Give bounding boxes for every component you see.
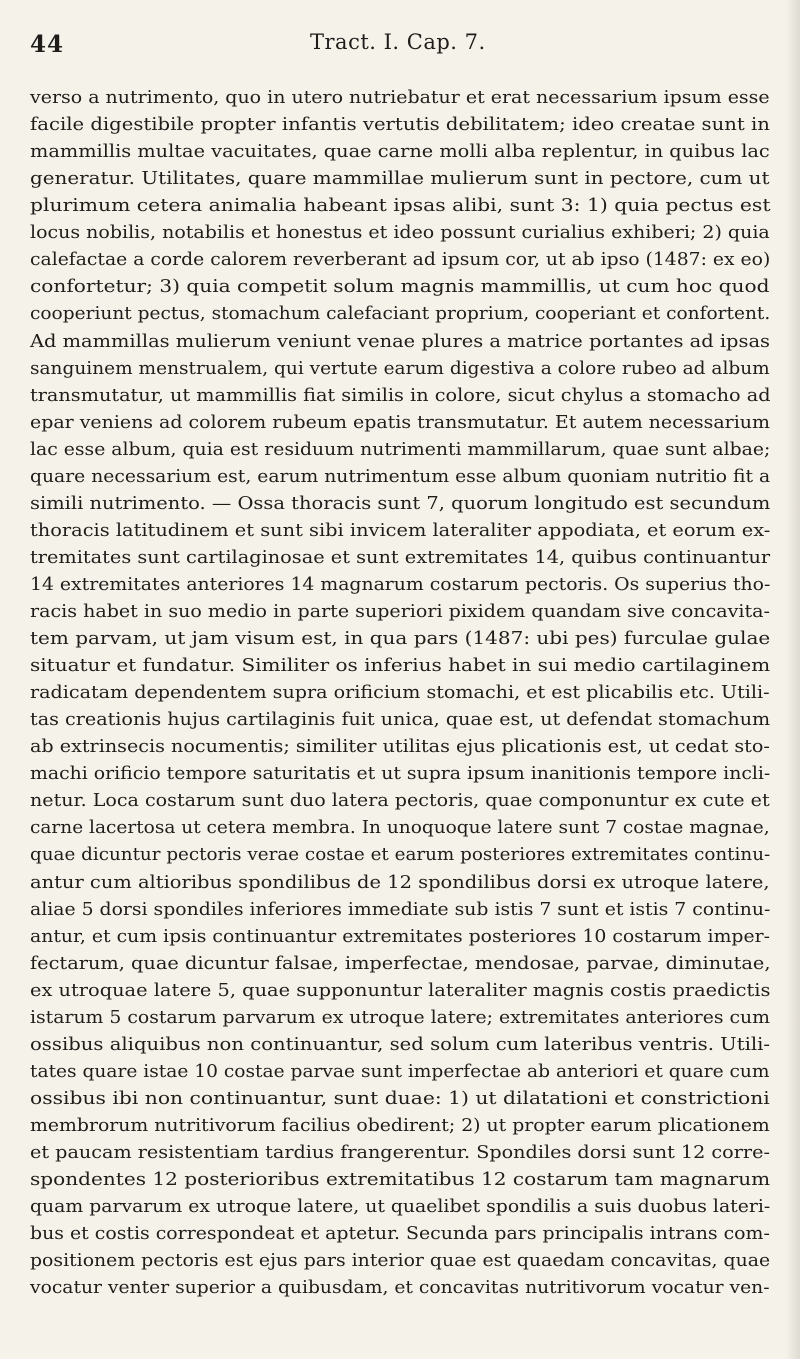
text-line: racis habet in suo medio in parte superiori pixidem quandam sive concavita- bbox=[30, 601, 770, 622]
text-line: confortetur; 3) quia competit solum magnis mammillis, ut cum hoc quod bbox=[30, 276, 770, 298]
text-line: vocatur venter superior a quibusdam, et concavitas nutritivorum vocatur ven- bbox=[30, 1277, 770, 1299]
text-line: membrorum nutritivorum facilius obedirent; 2) ut propter earum plicationem bbox=[30, 1114, 770, 1136]
text-line: locus nobilis, notabilis et honestus et ideo possunt curialius exhiberi; 2) quia bbox=[30, 222, 770, 244]
text-line: fectarum, quae dicuntur falsae, imperfectae, mendosae, parvae, diminutae, bbox=[30, 952, 771, 974]
text-line: quae dicuntur pectoris verae costae et earum posteriores extremitates continu- bbox=[30, 844, 771, 866]
text-line: verso a nutrimento, quo in utero nutriebatur et erat necessarium ipsum esse bbox=[30, 87, 770, 108]
text-line: et paucam resistentiam tardius frangerentur. Spondiles dorsi sunt 12 corre- bbox=[30, 1142, 770, 1163]
text-line: carne lacertosa ut cetera membra. In unoquoque latere sunt 7 costae magnae, bbox=[30, 817, 770, 839]
text-line: bus et costis correspondeat et aptetur. Secunda pars principalis intrans com- bbox=[30, 1223, 770, 1245]
text-line: machi orificio tempore saturitatis et ut supra ipsum inanitionis tempore incli- bbox=[30, 763, 771, 785]
text-line: antur, et cum ipsis continuantur extremitates posteriores 10 costarum imper- bbox=[30, 925, 770, 947]
text-line: istarum 5 costarum parvarum ex utroque latere; extremitates anteriores cum bbox=[30, 1006, 770, 1028]
text-line: thoracis latitudinem et sunt sibi invicem lateraliter appodiata, et eorum ex- bbox=[30, 519, 771, 541]
text-line: plurimum cetera animalia habeant ipsas alibi, sunt 3: 1) quia pectus est bbox=[30, 195, 771, 217]
text-line: generatur. Utilitates, quare mammillae mulierum sunt in pectore, cum ut bbox=[30, 168, 770, 190]
text-line: ossibus aliquibus non continuantur, sed solum cum lateribus ventris. Utili- bbox=[30, 1033, 771, 1055]
text-line: tates quare istae 10 costae parvae sunt imperfectae ab anteriori et quare cum bbox=[30, 1060, 770, 1082]
text-line: positionem pectoris est ejus pars interior quae est quaedam concavitas, quae bbox=[30, 1250, 771, 1272]
text-line: ex utroquae latere 5, quae supponuntur lateraliter magnis costis praedictis bbox=[30, 979, 771, 1001]
text-line: lac esse album, quia est residuum nutrimenti mammillarum, quae sunt albae; bbox=[30, 438, 771, 460]
text-line: ossibus ibi non continuantur, sunt duae: 1) ut dilatationi et constrictioni bbox=[30, 1087, 770, 1109]
text-line: cooperiunt pectus, stomachum calefaciant proprium, cooperiant et confortent. bbox=[30, 303, 771, 325]
text-line: tem parvam, ut jam visum est, in qua pars (1487: ubi pes) furculae gulae bbox=[30, 628, 771, 649]
text-line: ab extrinsecis nocumentis; similiter utilitas ejus plicationis est, ut cedat sto- bbox=[30, 736, 770, 758]
text-line: tremitates sunt cartilaginosae et sunt extremitates 14, quibus continuantur bbox=[30, 546, 771, 568]
text-line: spondentes 12 posterioribus extremitatibus 12 costarum tam magnarum bbox=[30, 1169, 771, 1190]
text-line: transmutatur, ut mammillis fiat similis in colore, sicut chylus a stomacho ad bbox=[30, 384, 771, 406]
text-line: mammillis multae vacuitates, quae carne molli alba replentur, in quibus lac bbox=[30, 141, 770, 163]
text-line: Ad mammillas mulierum veniunt venae plures a matrice portantes ad ipsas bbox=[30, 330, 771, 352]
text-line: tas creationis hujus cartilaginis fuit unica, quae est, ut defendat stomachum bbox=[30, 709, 771, 731]
text-line: simili nutrimento. — Ossa thoracis sunt 7, quorum longitudo est secundum bbox=[30, 492, 771, 514]
text-line: netur. Loca costarum sunt duo latera pectoris, quae componuntur ex cute et bbox=[30, 790, 770, 812]
running-title: Tract. I. Cap. 7. bbox=[310, 30, 486, 54]
text-line: antur cum altioribus spondilibus de 12 spondilibus dorsi ex utroque latere, bbox=[30, 871, 770, 893]
text-line: facile digestibile propter infantis vertutis debilitatem; ideo creatae sunt in bbox=[30, 114, 770, 135]
text-line: epar veniens ad colorem rubeum epatis transmutatur. Et autem necessarium bbox=[30, 411, 770, 433]
text-line: sanguinem menstrualem, qui vertute earum digestiva a colore rubeo ad album bbox=[30, 357, 770, 379]
text-line: situatur et fundatur. Similiter os inferius habet in sui medio cartilaginem bbox=[30, 655, 771, 677]
text-line: calefactae a corde calorem reverberant ad ipsum cor, ut ab ipso (1487: ex eo) bbox=[30, 249, 771, 271]
text-line: quam parvarum ex utroque latere, ut quaelibet spondilis a suis duobus lateri- bbox=[30, 1196, 771, 1217]
page-number: 44 bbox=[30, 31, 65, 58]
text-line: radicatam dependentem supra orificium stomachi, et est plicabilis etc. Utili- bbox=[30, 682, 770, 704]
page-edge-shadow bbox=[786, 0, 800, 1359]
text-line: 14 extremitates anteriores 14 magnarum costarum pectoris. Os superius tho- bbox=[30, 573, 771, 595]
text-line: quare necessarium est, earum nutrimentum esse album quoniam nutritio fit a bbox=[30, 465, 771, 487]
text-line: aliae 5 dorsi spondiles inferiores immediate sub istis 7 sunt et istis 7 continu- bbox=[30, 898, 771, 920]
